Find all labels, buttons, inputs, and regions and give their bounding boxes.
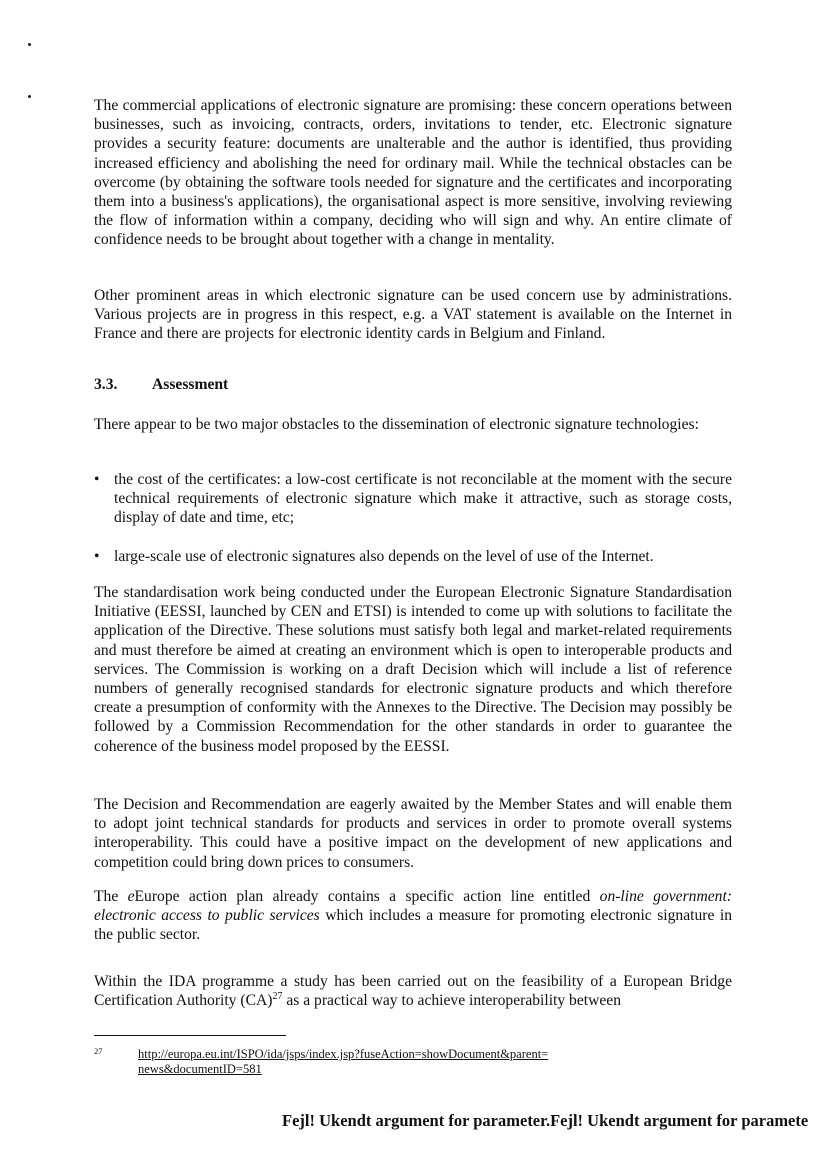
bullet-icon: •: [94, 471, 100, 488]
footnote-link[interactable]: [138, 1047, 658, 1077]
section-heading: [94, 375, 228, 394]
paragraph-eeurope: [94, 887, 732, 945]
paragraph-commercial-applications: The commercial applications of electronic signature are promising: these concern operations between businesses, such as invoicing, contracts, orders, invitations to tender, etc. Electronic signature provides a security feature: documents are unalterable and the author is identified, thus providing increased efficiency and abolishing the need for ordinary mail. While the technical obstacles can be overcome (by obtaining the software tools needed for signature and the certificates and incorporating them into a business's applications), the organisational aspect is more sensitive, involving reviewing the flow of information within a company, deciding who will sign and why. An entire climate of confidence needs to be brought about together with a change in mentality.: [94, 97, 732, 249]
paragraph-standardisation: The standardisation work being conducted under the European Electronic Signature Standardisation Initiative (EESSI, launched by CEN and ETSI) is intended to come up with solutions to facilitate the application of the Directive. These solutions must satisfy both legal and market-related requirements and must therefore be aimed at creating an environment which is open to interoperable products and services. The Commission is working on a draft Decision which will include a list of reference numbers of generally recognised standards for electronic signature products and which therefore create a presumption of conformity with the Annexes to the Directive. The Decision may possibly be followed by a Commission Recommendation for the other standards in order to guarantee the coherence of the business model proposed by the EESSI.: [94, 584, 732, 755]
section-title: Assessment: [152, 376, 229, 393]
paragraph-decision-recommendation: The Decision and Recommendation are eagerly awaited by the Member States and will enable them to adopt joint technical standards for products and services in order to promote overall systems interoperability. This could have a positive impact on the development of new applications and competition could bring down prices to consumers.: [94, 796, 732, 871]
text-run: Europe action plan already contains a specific action line entitled: [134, 888, 600, 905]
footnote-number: 27: [94, 1046, 103, 1056]
bullet-icon: •: [94, 547, 100, 565]
footnote-link-line[interactable]: http://europa.eu.int/ISPO/ida/jsps/index.jsp?fuseAction=showDocument&parent=: [138, 1047, 549, 1061]
page-footer: Fejl! Ukendt argument for parameter.Fejl! Ukendt argument for paramete: [282, 1111, 809, 1130]
footnote-separator: [94, 1035, 286, 1036]
list-item-text: large-scale use of electronic signatures also depends on the level of use of the Internet.: [114, 547, 654, 565]
margin-mark: [28, 43, 31, 46]
footnote-link-line[interactable]: news&documentID=581: [138, 1062, 262, 1076]
list-item-text: the cost of the certificates: a low-cost certificate is not reconcilable at the moment with the secure technical requirements of electronic signature which make it attractive, such as storage costs, display of date and time, etc;: [114, 471, 732, 527]
text-run: which includes a measure for promoting electronic signature in the public sector.: [94, 907, 732, 944]
text-run: The: [94, 888, 128, 905]
margin-mark: [28, 95, 31, 98]
paragraph-obstacles-intro: There appear to be two major obstacles to the dissemination of electronic signature technologies:: [94, 416, 699, 433]
obstacles-list: [94, 470, 732, 585]
paragraph-administrations: Other prominent areas in which electronic signature can be used concern use by administrations. Various projects are in progress in this respect, e.g. a VAT statement is available on the Internet in France and there are projects for electronic identity cards in Belgium and Finland.: [94, 287, 732, 343]
text-run-italic: e: [127, 888, 135, 905]
paragraph-ida-programme: [94, 972, 732, 1010]
footnote-reference[interactable]: 27: [272, 991, 283, 1003]
section-number: 3.3.: [94, 376, 118, 393]
list-item: [94, 470, 732, 528]
text-run: as a practical way to achieve interoperability between: [282, 992, 622, 1010]
text-run: Within the IDA programme a study has been carried out on the feasibility of a European Bridge Certification Authority (CA): [94, 973, 732, 1010]
list-item: [94, 547, 732, 566]
text-run-italic: on-line government: electronic access to public services: [94, 888, 732, 925]
